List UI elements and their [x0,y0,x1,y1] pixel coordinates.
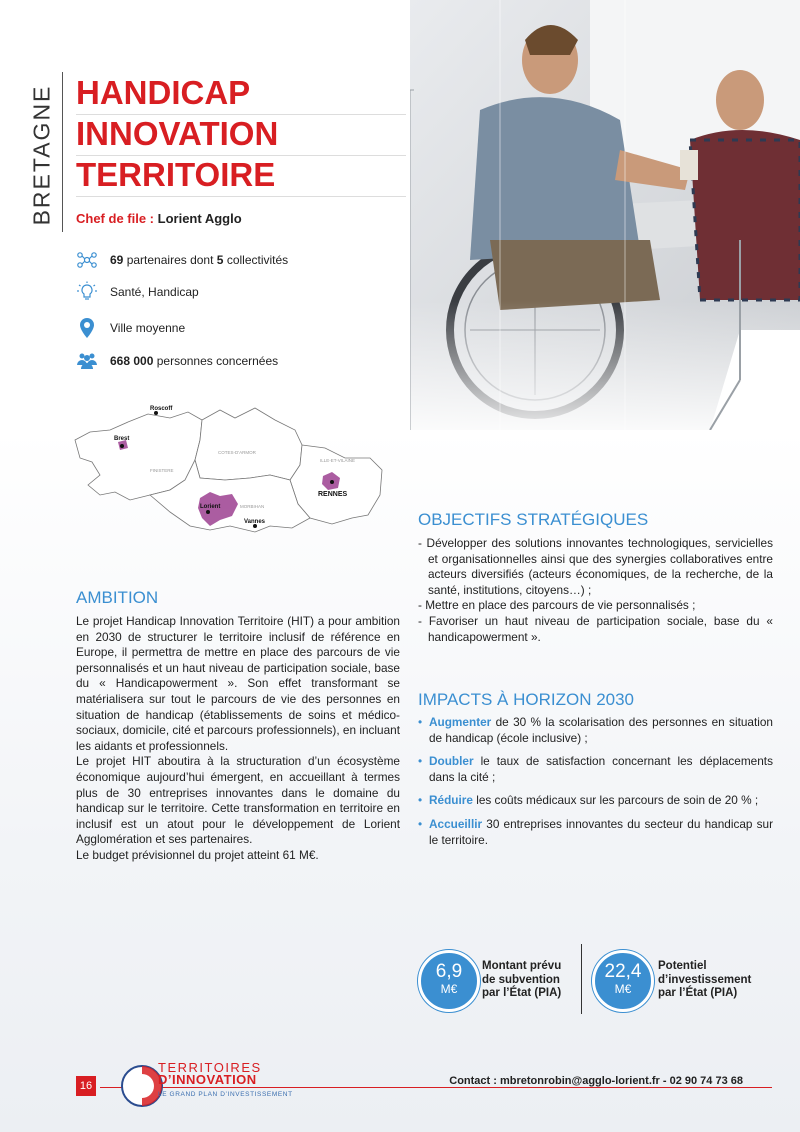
page-title [76,74,406,197]
territory-text: Ville moyenne [110,321,186,335]
lead-partner [76,211,242,226]
investissement-caption [658,960,751,1001]
investissement-badge [592,950,654,1012]
impact-keyword: Accueillir [429,816,483,831]
divider [62,72,63,232]
subvention-caption [482,960,561,1001]
brand-line-1: TERRITOIRES [158,1060,262,1075]
caption-line: de subvention [482,973,560,986]
map-label: ILLE-ET-VILAINE [320,458,356,463]
map-label: RENNES [318,491,348,498]
figures-divider [581,944,582,1014]
ambition-heading: AMBITION [76,588,159,607]
caption-line: d’investissement [658,973,752,986]
contact-info: Contact : mbretonrobin@agglo-lorient.fr - 02 90 74 73 68 [449,1075,743,1087]
theme-text: Santé, Handicap [110,285,199,299]
lightbulb-icon [76,281,98,303]
map-label: Brest [114,436,130,442]
people-row [76,350,278,372]
impact-item [418,793,773,809]
partners-count: 69 [110,253,124,267]
impact-item [418,715,773,746]
partners-row [76,249,288,271]
subvention-value: 6,9 [435,961,463,982]
impact-text: le taux de satisfaction concernant les déplacements dans la cité ; [429,754,773,784]
footer-rule [100,1087,772,1088]
caption-line: Montant prévu [482,960,562,972]
title-line: HANDICAP [76,74,406,115]
impact-item [418,754,773,785]
people-icon [76,350,98,372]
objective-item: - Mettre en place des parcours de vie personnalisés ; [418,598,696,613]
ambition-paragraph: Le projet HIT aboutira à la structuration d’un écosystème économique aujourd’hui émergent, en accueillant à termes plus de 30 entreprises innovantes dans le domaine du handicap sur le territoire. Cette transformation en territoire en inclusif est un atout pour le développement de Lorient Agglomération et ses partenaires. [76,754,400,847]
map-label: COTES-D'ARMOR [218,450,256,455]
objectives-list [418,536,773,645]
ambition-paragraph: Le budget prévisionnel du projet atteint 61 M€. [76,847,319,862]
investissement-unit: M€ [614,982,632,996]
impact-text: les coûts médicaux sur les parcours de soin de 20 % ; [472,793,759,808]
objectives-heading: OBJECTIFS STRATÉGIQUES [418,510,649,529]
impact-keyword: Doubler [429,754,474,769]
subvention-unit: M€ [440,982,458,996]
title-line: INNOVATION [76,115,406,156]
objective-item: - Développer des solutions innovantes technologiques, servicielles et organisationnelles ainsi que des synergies collaboratives entre acteurs diversifiés (acteurs économiques, de la recherche, de la santé, institutions, citoyens…) ; [418,536,773,597]
impacts-list [418,715,773,856]
impact-text: 30 entreprises innovantes du secteur du handicap sur le territoire. [429,816,773,847]
location-pin-icon [76,317,98,339]
ambition-paragraph: Le projet Handicap Innovation Territoire (HIT) a pour ambition en 2030 de structurer le territoire inclusif de référence en Europe, il permettra de mettre en place des parcours de vie personnalisés et un haut niveau de participation sociale, base du « Handicapowerment ». Son effet transformant se matérialisera sur tout le parcours de vie des personnes en situation de handicap (établissements de soins et médico-sociaux, domicile, cité et parcours professionnels), en incluant les aidants et professionnels. [76,614,400,753]
impact-item [418,817,773,848]
objective-item: - Favoriser un haut niveau de participation sociale, base du « handicapowerment ». [418,613,773,644]
partners-text: partenaires dont [126,253,214,267]
map-label: FINISTERE [150,468,174,473]
caption-line: par l’État (PIA) [658,987,738,999]
theme-row [76,281,199,303]
map-label: Vannes [244,519,266,525]
caption-line: par l’État (PIA) [482,987,562,999]
header-photo [410,0,800,430]
ambition-body [76,614,400,864]
collectivites-text: collectivités [226,253,289,267]
collectivites-count: 5 [216,253,224,267]
impact-text: de 30 % la scolarisation des personnes en situation de handicap (école inclusive) ; [429,715,773,745]
subvention-badge [418,950,480,1012]
brand-line-3: LE GRAND PLAN D’INVESTISSEMENT [158,1091,293,1098]
map-label: MORBIHAN [240,504,265,509]
lead-partner-value: Lorient Agglo [157,211,242,226]
impact-keyword: Réduire [429,793,473,808]
impacts-heading: IMPACTS À HORIZON 2030 [418,690,635,709]
page-number: 16 [76,1076,96,1096]
impact-keyword: Augmenter [429,715,492,729]
investissement-value: 22,4 [604,961,642,982]
people-count: 668 000 [110,354,154,368]
title-line: TERRITOIRE [76,156,406,197]
region-label: BRETAGNE [28,84,55,226]
caption-line: Potentiel [658,960,707,972]
brittany-map [70,400,410,570]
lead-partner-label: Chef de file : [76,211,155,226]
map-label: Lorient [200,504,221,510]
map-label: Roscoff [150,406,173,412]
network-icon [76,249,98,271]
territory-row [76,317,185,339]
people-text: personnes concernées [156,354,279,368]
brand-line-2: D’INNOVATION [158,1072,257,1087]
